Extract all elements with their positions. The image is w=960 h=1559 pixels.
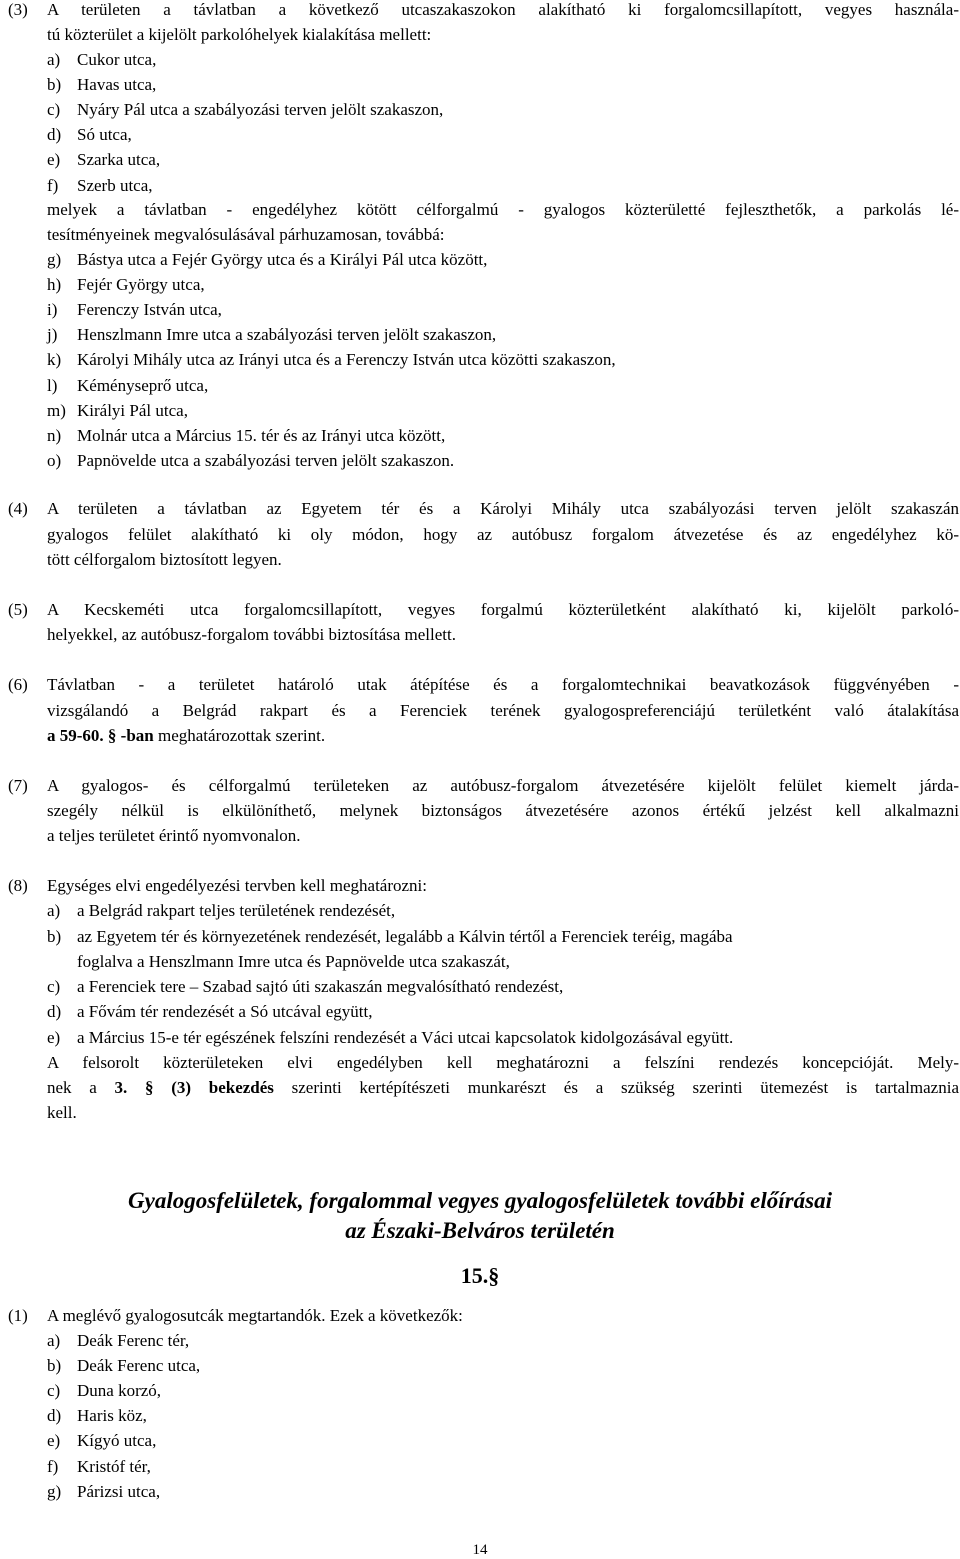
list-item-label: o) xyxy=(47,450,62,470)
paragraph-text: szegély nélkül is elkülöníthető, melynek biztonságos átvezetésére azonos értékű jelzést kell alkalmazni xyxy=(47,801,959,820)
list-item-text: Cukor utca, xyxy=(77,50,157,69)
list-item-text: Párizsi utca, xyxy=(77,1481,161,1501)
list-item-label: b) xyxy=(47,1356,62,1376)
list-item-label: e) xyxy=(47,1028,61,1047)
list-item-text: Károlyi Mihály utca az Irányi utca és a Ferenczy István utca közötti szakaszon, xyxy=(77,350,616,370)
paragraph-text: A Kecskeméti utca forgalomcsillapított, vegyes forgalmú közterületként alakítható ki, kijelölt parkoló- xyxy=(47,600,959,619)
list-item-label: k) xyxy=(47,350,62,370)
list-item-label: a) xyxy=(47,1331,61,1350)
paragraph-text: Egységes elvi engedélyezési tervben kell meghatározni: xyxy=(47,876,427,895)
paragraph-text: vizsgálandó a Belgrád rakpart és a Ferenciek terének gyalogospreferenciájú területként való átalakítása xyxy=(47,701,959,720)
paragraph-text: tesítményeinek megvalósulásával párhuzamosan, továbbá: xyxy=(47,225,445,244)
list-item-text: Kristóf tér, xyxy=(77,1456,151,1476)
list-item-label: j) xyxy=(47,325,58,345)
list-item-text: Henszlmann Imre utca a szabályozási terven jelölt szakaszon, xyxy=(77,325,497,345)
list-item-text: Haris köz, xyxy=(77,1406,147,1426)
paragraph-text: tött célforgalom biztosított legyen. xyxy=(47,550,282,569)
paragraph-text: gyalogos felület alakítható ki oly módon, hogy az autóbusz forgalom átvezetése és az engedélyhez kö- xyxy=(47,525,959,544)
page-number: 14 xyxy=(472,1542,488,1558)
paragraph-number: (1) xyxy=(8,1306,28,1325)
paragraph-text xyxy=(47,1075,959,1100)
paragraph-number: (4) xyxy=(8,499,28,518)
list-item-label: l) xyxy=(47,375,58,395)
list-item-text: Havas utca, xyxy=(77,75,157,95)
list-item-label: i) xyxy=(47,300,58,320)
list-item-text: Molnár utca a Március 15. tér és az Irányi utca között, xyxy=(77,425,446,445)
section-reference: 3. § (3) bekezdés xyxy=(114,1078,274,1097)
list-item-text: Fejér György utca, xyxy=(77,275,205,295)
list-item-label: d) xyxy=(47,1002,62,1021)
section-reference: a 59-60. § -ban xyxy=(47,726,154,745)
paragraph-text: helyekkel, az autóbusz-forgalom további biztosítása mellett. xyxy=(47,625,456,644)
paragraph-text: Távlatban - a területet határoló utak átépítése és a forgalomtechnikai beavatkozások függvényében - xyxy=(47,675,959,694)
list-item-text: Kéményseprő utca, xyxy=(77,375,209,395)
paragraph-text-pre: nek a xyxy=(47,1078,115,1097)
list-item-label: e) xyxy=(47,1431,61,1451)
list-item-text: Só utca, xyxy=(77,125,132,145)
paragraph-text: A meglévő gyalogosutcák megtartandók. Ezek a következők: xyxy=(47,1306,463,1325)
list-item-text: Királyi Pál utca, xyxy=(77,400,188,420)
list-item-label: n) xyxy=(47,425,62,445)
list-item-text: a Belgrád rakpart teljes területének rendezését, xyxy=(77,901,396,920)
list-item-label: d) xyxy=(47,1406,62,1426)
paragraph-number: (5) xyxy=(8,600,28,619)
paragraph-text: A területen a távlatban a következő utcaszakaszokon alakítható ki forgalomcsillapított, vegyes használa- xyxy=(47,0,959,19)
list-item-text: Deák Ferenc utca, xyxy=(77,1356,201,1376)
paragraph-text: tú közterület a kijelölt parkolóhelyek kialakítása mellett: xyxy=(47,25,432,44)
paragraph-text xyxy=(47,723,325,748)
section-heading-line-1: Gyalogosfelületek, forgalommal vegyes gyalogosfelületek további előírásai xyxy=(128,1188,832,1213)
list-item-label: c) xyxy=(47,1381,61,1401)
list-item-label: b) xyxy=(47,927,62,946)
paragraph-number: (3) xyxy=(8,0,28,19)
list-item-label: f) xyxy=(47,1456,59,1476)
list-item-text: Ferenczy István utca, xyxy=(77,300,222,320)
list-item-text: a Ferenciek tere – Szabad sajtó úti szakaszán megvalósítható rendezést, xyxy=(77,977,564,996)
list-item-label: b) xyxy=(47,75,62,95)
list-item-label: g) xyxy=(47,250,62,269)
list-item-text: a Március 15-e tér egészének felszíni rendezését a Váci utcai kapcsolatok kidolgozásával együtt. xyxy=(77,1028,734,1047)
paragraph-number: (7) xyxy=(8,776,28,795)
paragraph-text: a teljes területet érintő nyomvonalon. xyxy=(47,826,301,845)
section-heading-line-2: az Északi-Belváros területén xyxy=(345,1218,615,1243)
paragraph-number: (8) xyxy=(8,876,28,895)
list-item-text: Papnövelde utca a szabályozási terven jelölt szakaszon. xyxy=(77,450,455,470)
section-number: 15.§ xyxy=(460,1263,500,1288)
list-item-text: Deák Ferenc tér, xyxy=(77,1331,190,1350)
paragraph-number: (6) xyxy=(8,675,28,694)
list-item-text: foglalva a Henszlmann Imre utca és Papnövelde utca szakaszát, xyxy=(77,952,510,971)
list-item-label: a) xyxy=(47,50,61,69)
paragraph-text: melyek a távlatban - engedélyhez kötött célforgalmú - gyalogos közterületté fejleszthetők, a parkolás lé- xyxy=(47,200,959,219)
list-item-label: d) xyxy=(47,125,62,145)
paragraph-text-rest: meghatározottak szerint. xyxy=(153,726,326,745)
list-item-label: a) xyxy=(47,901,61,920)
list-item-text: Nyáry Pál utca a szabályozási terven jelölt szakaszon, xyxy=(77,100,444,120)
paragraph-text-post: szerinti kertépítészeti munkarészt és a szükség szerinti ütemezést is tartalmaznia xyxy=(273,1078,959,1097)
list-item-label: f) xyxy=(47,175,59,195)
list-item-text: Szarka utca, xyxy=(77,150,161,170)
list-item-label: e) xyxy=(47,150,61,170)
paragraph-text: A felsorolt közterületeken elvi engedélyben kell meghatározni a felszíni rendezés koncepcióját. Mely- xyxy=(47,1053,959,1072)
list-item-text: az Egyetem tér és környezetének rendezését, legalább a Kálvin tértől a Ferenciek teréig, magába xyxy=(77,927,733,946)
list-item-text: a Fővám tér rendezését a Só utcával együtt, xyxy=(77,1002,373,1021)
list-item-text: Kígyó utca, xyxy=(77,1431,157,1451)
list-item-label: g) xyxy=(47,1481,62,1501)
paragraph-text: A területen a távlatban az Egyetem tér és a Károlyi Mihály utca szabályozási terven jelölt szakaszán xyxy=(47,499,959,518)
list-item-label: h) xyxy=(47,275,62,295)
list-item-text: Duna korzó, xyxy=(77,1381,162,1401)
list-item-text: Szerb utca, xyxy=(77,175,153,195)
paragraph-text: kell. xyxy=(47,1103,77,1122)
list-item-label: c) xyxy=(47,100,61,120)
list-item-label: c) xyxy=(47,977,61,996)
list-item-label: m) xyxy=(47,400,66,420)
paragraph-text: A gyalogos- és célforgalmú területeken az autóbusz-forgalom átvezetésére kijelölt felület kiemelt járda- xyxy=(47,776,959,795)
list-item-text: Bástya utca a Fejér György utca és a Királyi Pál utca között, xyxy=(77,250,488,269)
